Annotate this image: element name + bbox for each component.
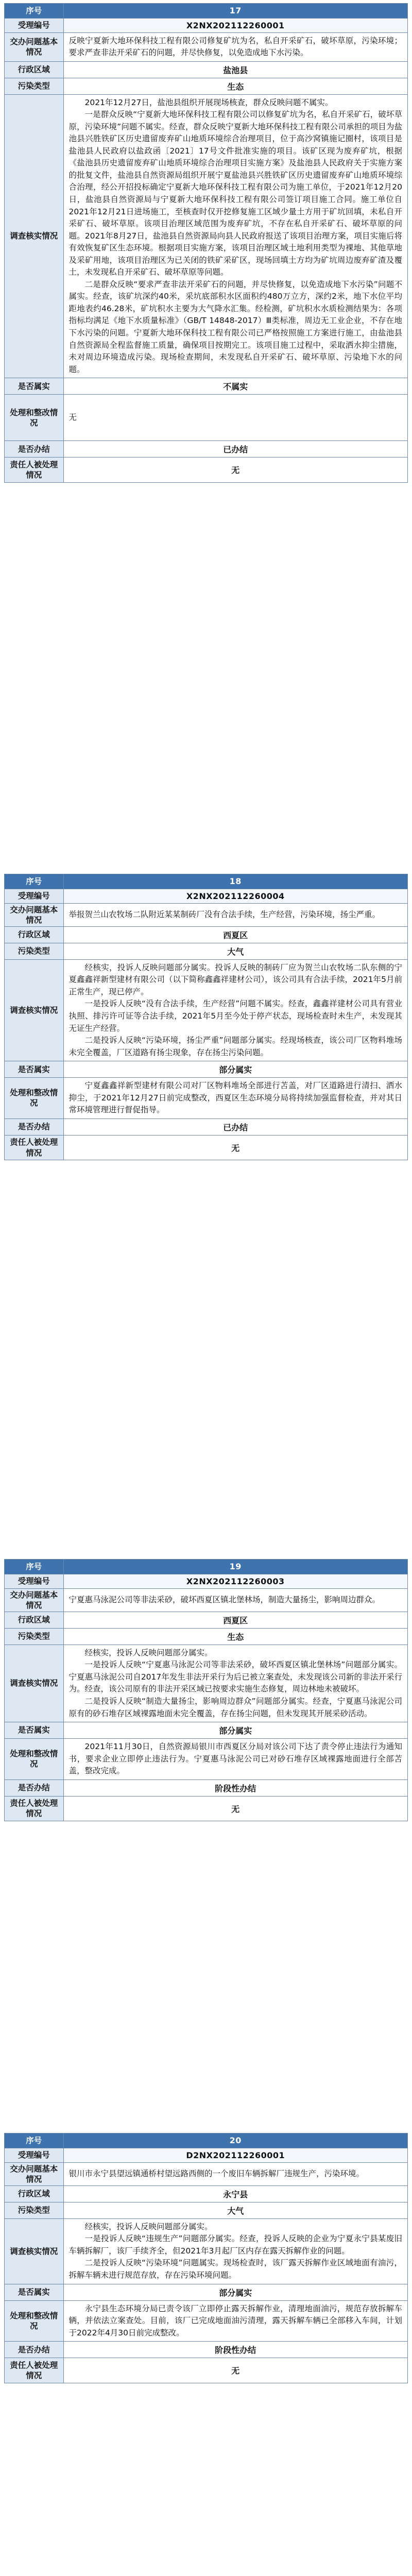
investigation-paragraph: 经核实，投诉人反映问题部分属实。 [84,2222,213,2231]
investigation-paragraph: 一是投诉人反映“宁夏惠马泳泥公司等非法采砂，破坏西夏区镇北堡林场”问题部分属实。宁夏惠马泳泥公司自2017年发生非法开采行为后已被立案查处，未发现该公司新的非法开采行为。经查，该公司原有的非法开采区域已按要求实施生态修复，周边林地未被破坏。 [68,1660,402,1694]
region-value: 盐池县 [63,61,407,78]
closed-value: 已办结 [63,1118,407,1135]
accountability-value: 无 [63,1796,407,1821]
handling-label: 处理和整改情况 [5,395,63,441]
region-label: 行政区域 [5,2185,63,2202]
pollution-value: 大气 [63,2202,407,2218]
pollution-label: 污染类型 [5,1628,63,1645]
investigation-paragraph: 经核实，投诉人反映问题部分属实。投诉人反映的制砖厂应为贺兰山农牧场二队东侧的宁夏鑫鑫祥新型建材有限公司（以下简称鑫鑫祥建材公司），该公司具有合法手续，2021年5月前正常生产，现已停产。 [68,962,402,996]
handling-label: 处理和整改情况 [5,1739,63,1780]
handling-label: 处理和整改情况 [5,2300,63,2342]
basic-value: 银川市永宁县望远镇通桥村望远路西侧的一个废旧车辆拆解厂违规生产，污染环境。 [63,2162,407,2185]
case-no-label: 受理编号 [5,18,63,32]
basic-value: 举报贺兰山农牧场二队附近某某制砖厂没有合法手续，生产经营，污染环境，扬尘严重。 [63,903,407,926]
case-card-17 [4,3,408,483]
investigation-label: 调查核实情况 [5,1645,63,1722]
investigation-label: 调查核实情况 [5,959,63,1061]
handling-value: 无 [63,395,407,441]
investigation-paragraph: 二是投诉人反映“污染环境，扬尘严重”问题部分属实。经现场核查，该公司厂区物料堆场未完全覆盖，厂区道路有扬尘现象，存在扬尘污染问题。 [68,1036,402,1057]
accountability-label: 责任人被处理情况 [5,1796,63,1821]
verified-label: 是否属实 [5,1722,63,1739]
handling-value [63,1739,407,1780]
region-label: 行政区域 [5,61,63,78]
investigation-paragraph: 二是群众反映“要求严查非法开采矿石的问题，并尽快修复，以免造成地下水污染”问题不属实。经查，该矿坑深约40米，采坑底部积水区面积约480万立方，深约2米，地下水位平均距地表约46.28米，矿坑积水主要为大气降水汇集。经检测，矿坑积水水质检测结果为：各项指标均满足《地下水质量标准》（GB/T 14848-2017）Ⅲ类标准，周边无工业企业，不存在地下水污染的问题。宁夏新大地环保科技工程有限公司已严格按照施工方案进行施工，由盐池县自然资源局全程监督施工质量，确保项目按期完工。该项目施工过程中，采取洒水抑尘措施，未对周边环境造成污染。现场检查期间，未发现私自开采矿石、破坏草原、污染地下水的问题。 [68,279,402,374]
accountability-value: 无 [63,457,407,482]
verified-value: 部分属实 [63,1722,407,1739]
investigation-paragraph: 二是投诉人反映“污染环境”问题属实。现场检查时，该厂露天拆解作业区域地面有油污，拆解车辆未进行规范存放，存在污染环境问题。 [68,2258,402,2280]
accountability-value: 无 [63,2358,407,2383]
region-value: 西夏区 [63,1612,407,1628]
investigation-value [63,1645,407,1722]
investigation-value [63,94,407,378]
pollution-label: 污染类型 [5,78,63,94]
case-no-value: X2NX202112260004 [63,889,407,903]
case-no-value: X2NX202112260001 [63,18,407,32]
investigation-value [63,959,407,1061]
handling-paragraph: 宁夏鑫鑫祥新型建材有限公司对厂区物料堆场全部进行苫盖，对厂区道路进行清扫、洒水抑尘，于2021年12月27日前完成整改，西夏区生态环境分局将持续加强监督检查，并对其日常环境管理进行督促指导。 [68,1081,402,1115]
investigation-value [63,2218,407,2284]
closed-label: 是否办结 [5,1780,63,1796]
accountability-label: 责任人被处理情况 [5,2358,63,2383]
case-no-label: 受理编号 [5,889,63,903]
verified-value: 部分属实 [63,1061,407,1078]
case-no-value: D2NX202112260001 [63,2148,407,2162]
investigation-paragraph: 经核实，投诉人反映问题部分属实。 [84,1648,213,1657]
pollution-value: 大气 [63,943,407,959]
closed-label: 是否办结 [5,2342,63,2358]
accountability-value: 无 [63,1135,407,1160]
basic-label: 交办问题基本情况 [5,1588,63,1612]
seq-label: 序号 [5,874,63,889]
closed-label: 是否办结 [5,1118,63,1135]
case-no-value: X2NX202112260003 [63,1574,407,1588]
handling-value [63,2300,407,2342]
case-card-19 [4,1559,408,1821]
handling-label: 处理和整改情况 [5,1078,63,1119]
closed-label: 是否办结 [5,441,63,457]
seq-label: 序号 [5,1560,63,1574]
closed-value: 阶段性办结 [63,1780,407,1796]
basic-value: 宁夏惠马泳泥公司等非法采砂，破坏西夏区镇北堡林场，制造大量扬尘，影响周边群众。 [63,1588,407,1612]
handling-paragraph: 永宁县生态环境分局已责令该厂立即停止露天拆解作业，清理地面油污，规范存放拆解车辆，并依法立案查处。目前，该厂已完成地面油污清理，露天拆解车辆已全部移入车间，计划于2022年4月30日前完成整改。 [68,2303,402,2337]
seq-value: 17 [63,4,407,18]
investigation-paragraph: 二是投诉人反映“制造大量扬尘，影响周边群众”问题部分属实。经查，宁夏惠马泳泥公司原有的砂石堆存区域裸露地面未完全覆盖，存在扬尘问题，但未发现其开展采砂活动。 [68,1696,402,1718]
handling-value [63,1078,407,1119]
verified-value: 部分属实 [63,2284,407,2300]
basic-label: 交办问题基本情况 [5,2162,63,2185]
investigation-label: 调查核实情况 [5,94,63,378]
case-card-20 [4,2133,408,2383]
accountability-label: 责任人被处理情况 [5,1135,63,1160]
verified-label: 是否属实 [5,2284,63,2300]
verified-label: 是否属实 [5,1061,63,1078]
region-label: 行政区域 [5,1612,63,1628]
pollution-value: 生态 [63,1628,407,1645]
investigation-paragraph: 一是群众反映“宁夏新大地环保科技工程有限公司以修复矿坑为名，私自开采矿石，破坏草原，污染环境”问题不属实。经查，群众反映宁夏新大地环保科技工程有限公司承担的项目为盐池县兴胜铁矿区历史遗留废弃矿山地质环境综合治理项目，位于高沙窝镇施记圈村，该项目是盐池县人民政府以盐政函〔2021〕17号文件批准实施的项目。该矿区现为废弃矿坑，根据《盐池县历史遗留废弃矿山地质环境综合治理项目实施方案》及盐池县人民政府关于实施方案的批复文件，盐池县自然资源局组织开展宁夏盐池县兴胜铁矿区历史遗留废弃矿山地质环境综合治理，经公开招投标确定宁夏新大地环保科技工程有限公司为施工单位，于2021年12月20日，盐池县自然资源局与宁夏新大地环保科技工程有限公司签订项目施工合同。施工单位自2021年12月21日进场施工，至核查时仅开挖修复施工区域少量土方用于矿坑回填，未私自开采矿石、破坏草原。该项目治理区域范围为废弃矿坑，不存在私自开采矿石、破坏草原的问题。2021年8月27日，盐池县自然资源局向县人民政府报送了该项目治理方案，项目实施后将有效恢复矿区生态环境。根据项目实施方案，该项目治理区域土地利用类型为裸地、其他草地及采矿用地，该项目治理区为已关闭的铁矿采矿区，现场回填土方均为矿坑周边废弃矿渣及覆土，未发现私自开采矿石、破坏草原等问题。 [68,110,402,277]
verified-label: 是否属实 [5,378,63,395]
seq-value: 19 [63,1560,407,1574]
case-no-label: 受理编号 [5,1574,63,1588]
investigation-label: 调查核实情况 [5,2218,63,2284]
handling-paragraph: 2021年11月30日，自然资源局银川市西夏区分局对该公司下达了责令停止违法行为通知书，要求企业立即停止违法行为。宁夏惠马泳泥公司已对砂石堆存区域裸露地面进行全部苫盖，整改完成。 [68,1742,402,1776]
seq-value: 18 [63,874,407,889]
investigation-paragraph: 2021年12月27日，盐池县组织开展现场核查，群众反映问题不属实。 [84,97,333,107]
seq-value: 20 [63,2133,407,2148]
basic-label: 交办问题基本情况 [5,903,63,926]
closed-value: 已办结 [63,441,407,457]
basic-label: 交办问题基本情况 [5,32,63,61]
case-no-label: 受理编号 [5,2148,63,2162]
basic-value: 反映宁夏新大地环保科技工程有限公司修复矿坑为名，私自开采矿石，破坏草原，污染环境；要求严查非法开采矿石的问题，并尽快修复，以免造成地下水污染。 [63,32,407,61]
investigation-paragraph: 一是投诉人反映“违规生产”问题部分属实。经查，投诉人反映的企业为宁夏永宁县某废旧车辆拆解厂，该厂手续齐全，但2021年3月起厂区内存在露天拆解作业的问题。 [68,2234,402,2256]
pollution-label: 污染类型 [5,943,63,959]
investigation-paragraph: 一是投诉人反映“没有合法手续，生产经营”问题不属实。经查，鑫鑫祥建材公司具有营业执照、排污许可证等合法手续，2021年5月至今处于停产状态，现场检查时未生产，未发现其无证生产经营。 [68,999,402,1033]
region-value: 永宁县 [63,2185,407,2202]
pollution-label: 污染类型 [5,2202,63,2218]
seq-label: 序号 [5,2133,63,2148]
case-card-18 [4,874,408,1160]
seq-label: 序号 [5,4,63,18]
closed-value: 阶段性办结 [63,2342,407,2358]
region-value: 西夏区 [63,926,407,943]
pollution-value: 生态 [63,78,407,94]
verified-value: 不属实 [63,378,407,395]
accountability-label: 责任人被处理情况 [5,457,63,482]
region-label: 行政区域 [5,926,63,943]
